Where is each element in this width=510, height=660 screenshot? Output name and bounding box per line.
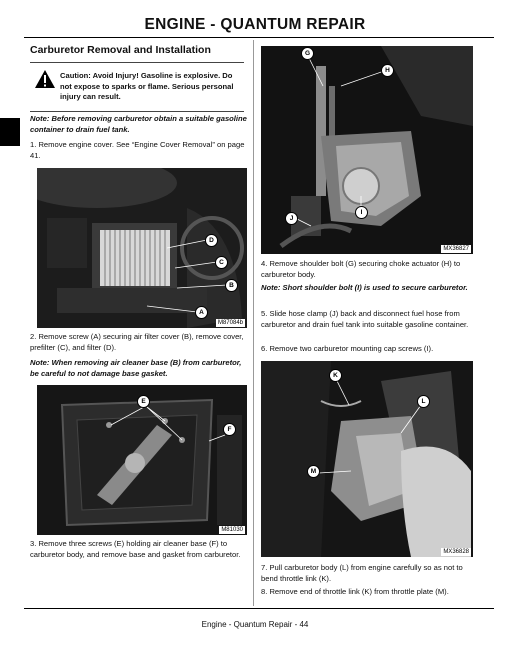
air-filter-photo — [37, 168, 247, 328]
callout-g: G — [301, 47, 314, 60]
callout-l: L — [417, 395, 430, 408]
figure-id: M87084b — [217, 320, 243, 326]
step-6: 6. Remove two carburetor mounting cap screws (I). — [261, 344, 434, 353]
step-4: 4. Remove shoulder bolt (G) securing choke actuator (H) to carburetor body. — [261, 259, 461, 279]
callout-a: A — [195, 306, 208, 319]
callout-b: B — [225, 279, 238, 292]
note-air-cleaner-base: Note: When removing air cleaner base (B) from carburetor, be careful to not damage base gasket. — [30, 358, 242, 378]
step-2: 2. Remove screw (A) securing air filter cover (B), remove cover, prefilter (C), and filter (D). — [30, 332, 244, 352]
figure-id: MX36828 — [443, 549, 469, 555]
callout-m: M — [307, 465, 320, 478]
step-5: 5. Slide hose clamp (J) back and disconnect fuel hose from carburetor and drain fuel tank into suitable gasoline container. — [261, 309, 469, 329]
callout-e: E — [137, 395, 150, 408]
warning-box — [30, 62, 244, 112]
section-heading: Carburetor Removal and Installation — [30, 44, 211, 56]
step-1: 1. Remove engine cover. See “Engine Cover Removal” on page 41. — [30, 140, 245, 160]
note-before-removing: Note: Before removing carburetor obtain a suitable gasoline container to drain fuel tank. — [30, 114, 247, 134]
note-short-shoulder-bolt: Note: Short shoulder bolt (I) is used to secure carburetor. — [261, 283, 468, 292]
callout-j: J — [285, 212, 298, 225]
step-3: 3. Remove three screws (E) holding air cleaner base (F) to carburetor body, and remove base and gasket from carburetor. — [30, 539, 241, 559]
callout-i: I — [355, 206, 368, 219]
step-8: 8. Remove end of throttle link (K) from throttle plate (M). — [261, 587, 449, 596]
callout-c: C — [215, 256, 228, 269]
callout-f: F — [223, 423, 236, 436]
figure-air-cleaner-base — [37, 385, 247, 535]
carburetor-removal-photo — [261, 361, 473, 557]
warning-text: Caution: Avoid Injury! Gasoline is explosive. Do not expose to sparks or flame. Serious personal injury can result. — [60, 71, 234, 102]
figure-carburetor-removal — [261, 361, 473, 557]
page-title: ENGINE - QUANTUM REPAIR — [144, 16, 366, 33]
footer-rule — [24, 608, 494, 609]
callout-h: H — [381, 64, 394, 77]
figure-carburetor-bolts — [261, 46, 473, 254]
figure-id: M81030 — [221, 527, 243, 533]
warning-triangle-icon — [34, 69, 56, 89]
figure-air-filter — [37, 168, 247, 328]
callout-k: K — [329, 369, 342, 382]
figure-id: MX36827 — [443, 246, 469, 252]
title-rule — [24, 37, 494, 38]
step-7: 7. Pull carburetor body (L) from engine carefully so as not to bend throttle link (K). — [261, 563, 463, 583]
col-divider — [253, 40, 254, 606]
page-footer: Engine - Quantum Repair - 44 — [201, 620, 309, 629]
callout-d: D — [205, 234, 218, 247]
section-tab-marker — [0, 118, 20, 146]
